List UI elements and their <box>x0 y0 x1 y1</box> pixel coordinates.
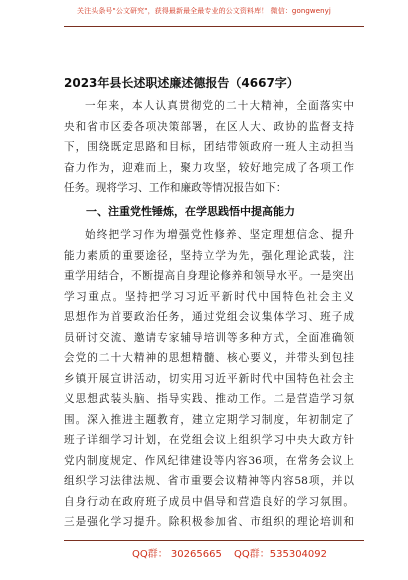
paragraph-line: 乡镇开展宣讲活动，切实用习近平新时代中国特色社会主 <box>64 372 354 385</box>
paragraph-line: 会党的二十大精神的思想精髓、核心要义，并带头到包挂 <box>64 352 354 364</box>
paragraph-line: 奋力作为，迎难而上，聚力攻坚，较好地完成了各项工作 <box>64 161 354 174</box>
paragraph-line: 自身行动在政府班子成员中倡导和营造良好的学习氛围。 <box>64 495 354 508</box>
section-heading: 一、注重党性锤炼，在学思践悟中提高能力 <box>86 205 295 218</box>
footer-qq-group-2: QQ群：535304092 <box>234 549 328 560</box>
footer-qq-group-1: QQ群： 30265665 <box>132 549 222 560</box>
header-banner: 关注头条号"公文研究"，获得最新最全最专业的公文资料库！ 微信：gongwenyj <box>77 7 331 15</box>
paragraph-line: 义思想武装头脑、指导实践、推动工作。二是营造学习氛 <box>64 393 354 405</box>
paragraph-line: 一年来，本人认真贯彻党的二十大精神，全面落实中 <box>85 100 354 112</box>
footer-rule <box>64 540 364 541</box>
paragraph-line: 能力素质的重要途径，坚持立学为先，强化理论武装，注 <box>64 249 354 262</box>
paragraph-line: 始终把学习作为增强党性修养、坚定理想信念、提升 <box>85 229 354 241</box>
paragraph-line: 员研讨交流、邀请专家辅导培训等多种方式，全面准确领 <box>64 331 354 344</box>
paragraph-line: 学习重点。坚持把学习习近平新时代中国特色社会主义 <box>64 290 354 303</box>
section1-paragraph <box>64 225 354 533</box>
intro-paragraph <box>64 96 354 199</box>
paragraph-line: 下，围绕既定思路和目标，团结带领政府一班人主动担当 <box>64 141 354 153</box>
paragraph-line: 三是强化学习提升。除积极参加省、市组织的理论培训和 <box>64 516 354 528</box>
paragraph-line: 央和省市区委各项决策部署，在区人大、政协的监督支持 <box>64 120 354 133</box>
document-title: 2023年县长述职述廉述德报告（4667字） <box>64 76 299 90</box>
paragraph-line: 思想作为首要政治任务，通过党组会议集体学习、班子成 <box>64 311 354 323</box>
paragraph-line: 党内制度规定、作风纪律建设等内容36项，在常务会议上 <box>64 454 354 467</box>
paragraph-line: 重学用结合，不断提高自身理论修养和领导水平。一是突出 <box>64 270 354 282</box>
paragraph-line: 任务。现将学习、工作和廉政等情况报告如下： <box>64 182 287 194</box>
paragraph-line: 组织学习法律法规、省市重要会议精神等内容58项，并以 <box>64 475 354 487</box>
paragraph-line: 班子详细学习计划，在党组会议上组织学习中央大政方针 <box>64 434 354 446</box>
header-rule <box>64 26 364 27</box>
paragraph-line: 围。深入推进主题教育，建立定期学习制度，年初制定了 <box>64 413 354 426</box>
